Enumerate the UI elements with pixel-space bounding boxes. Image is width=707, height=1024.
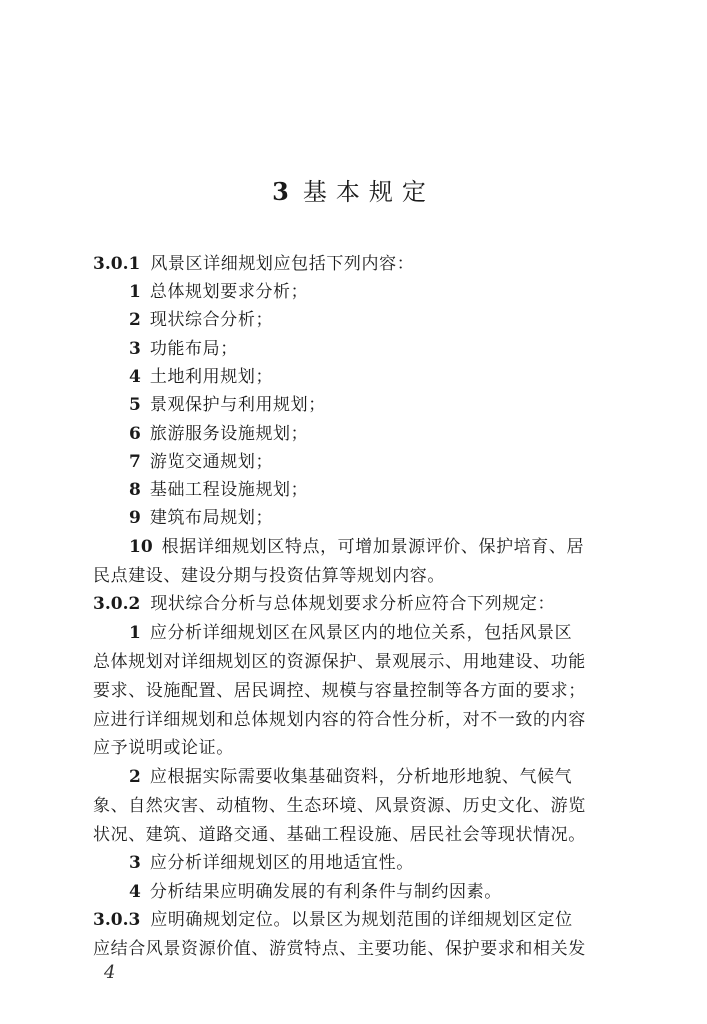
item-line [129, 537, 669, 557]
item-number: 6 [129, 424, 141, 444]
item-number: 4 [129, 367, 141, 387]
line-text: 建筑布局规划； [149, 508, 274, 528]
item-line [129, 623, 669, 643]
line-text: 基础工程设施规划； [149, 480, 309, 500]
line-text: 游览交通规划； [149, 452, 274, 472]
item-line [129, 395, 669, 415]
item-number: 2 [129, 310, 141, 330]
item-line [129, 282, 669, 302]
item-number: 5 [129, 395, 141, 415]
item-number: 1 [129, 623, 141, 643]
line-text: 应根据实际需要收集基础资料，分析地形地貌、气候气 [149, 767, 573, 787]
item-line [129, 424, 669, 444]
item-line [129, 508, 669, 528]
line-text: 应分析详细规划区的用地适宜性。 [149, 853, 414, 873]
line-text: 现状综合分析与总体规划要求分析应符合下列规定： [150, 594, 556, 614]
chapter-title-text: 基本规定 [302, 178, 435, 206]
item-line [129, 853, 669, 873]
clause-line [93, 594, 633, 614]
continuation-line [93, 738, 633, 758]
item-number: 8 [129, 480, 141, 500]
line-text: 象、自然灾害、动植物、生态环境、风景资源、历史文化、游览 [93, 796, 586, 816]
clause-number: 3.0.3 [93, 910, 141, 930]
item-number: 9 [129, 508, 141, 528]
continuation-line [93, 652, 633, 672]
item-number: 10 [129, 537, 153, 557]
line-text: 总体规划要求分析； [149, 282, 309, 302]
continuation-line [93, 566, 633, 586]
continuation-line [93, 825, 633, 845]
line-text: 分析结果应明确发展的有利条件与制约因素。 [149, 882, 502, 902]
item-number: 3 [129, 853, 141, 873]
clause-number: 3.0.2 [93, 594, 141, 614]
clause-line [93, 910, 633, 930]
continuation-line [93, 681, 633, 701]
line-text: 应结合风景资源价值、游赏特点、主要功能、保护要求和相关发 [93, 939, 586, 959]
item-number: 1 [129, 282, 141, 302]
item-number: 3 [129, 339, 141, 359]
line-text: 根据详细规划区特点，可增加景源评价、保护培育、居 [161, 537, 585, 557]
line-text: 民点建设、建设分期与投资估算等规划内容。 [93, 566, 445, 586]
chapter-number: 3 [272, 177, 289, 206]
clause-line [93, 254, 633, 274]
item-line [129, 367, 669, 387]
item-number: 7 [129, 452, 141, 472]
item-number: 4 [129, 882, 141, 902]
continuation-line [93, 939, 633, 959]
continuation-line [93, 796, 633, 816]
line-text: 应明确规划定位。以景区为规划范围的详细规划区定位 [150, 910, 573, 930]
line-text: 要求、设施配置、居民调控、规模与容量控制等各方面的要求； [93, 681, 586, 701]
item-line [129, 339, 669, 359]
line-text: 现状综合分析； [149, 310, 274, 330]
line-text: 总体规划对详细规划区的资源保护、景观展示、用地建设、功能 [93, 652, 586, 672]
line-text: 应分析详细规划区在风景区内的地位关系，包括风景区 [149, 623, 573, 643]
item-line [129, 882, 669, 902]
item-line [129, 452, 669, 472]
line-text: 应进行详细规划和总体规划内容的符合性分析，对不一致的内容 [93, 710, 586, 730]
line-text: 状况、建筑、道路交通、基础工程设施、居民社会等现状情况。 [93, 825, 586, 845]
item-line [129, 480, 669, 500]
line-text: 应予说明或论证。 [93, 738, 234, 758]
line-text: 土地利用规划； [149, 367, 274, 387]
item-number: 2 [129, 767, 141, 787]
item-line [129, 310, 669, 330]
page-number: 4 [104, 962, 116, 983]
chapter-title [0, 172, 707, 207]
line-text: 景观保护与利用规划； [149, 395, 326, 415]
continuation-line [93, 710, 633, 730]
line-text: 旅游服务设施规划； [149, 424, 309, 444]
item-line [129, 767, 669, 787]
clause-number: 3.0.1 [93, 254, 141, 274]
line-text: 风景区详细规划应包括下列内容： [150, 254, 415, 274]
line-text: 功能布局； [149, 339, 238, 359]
